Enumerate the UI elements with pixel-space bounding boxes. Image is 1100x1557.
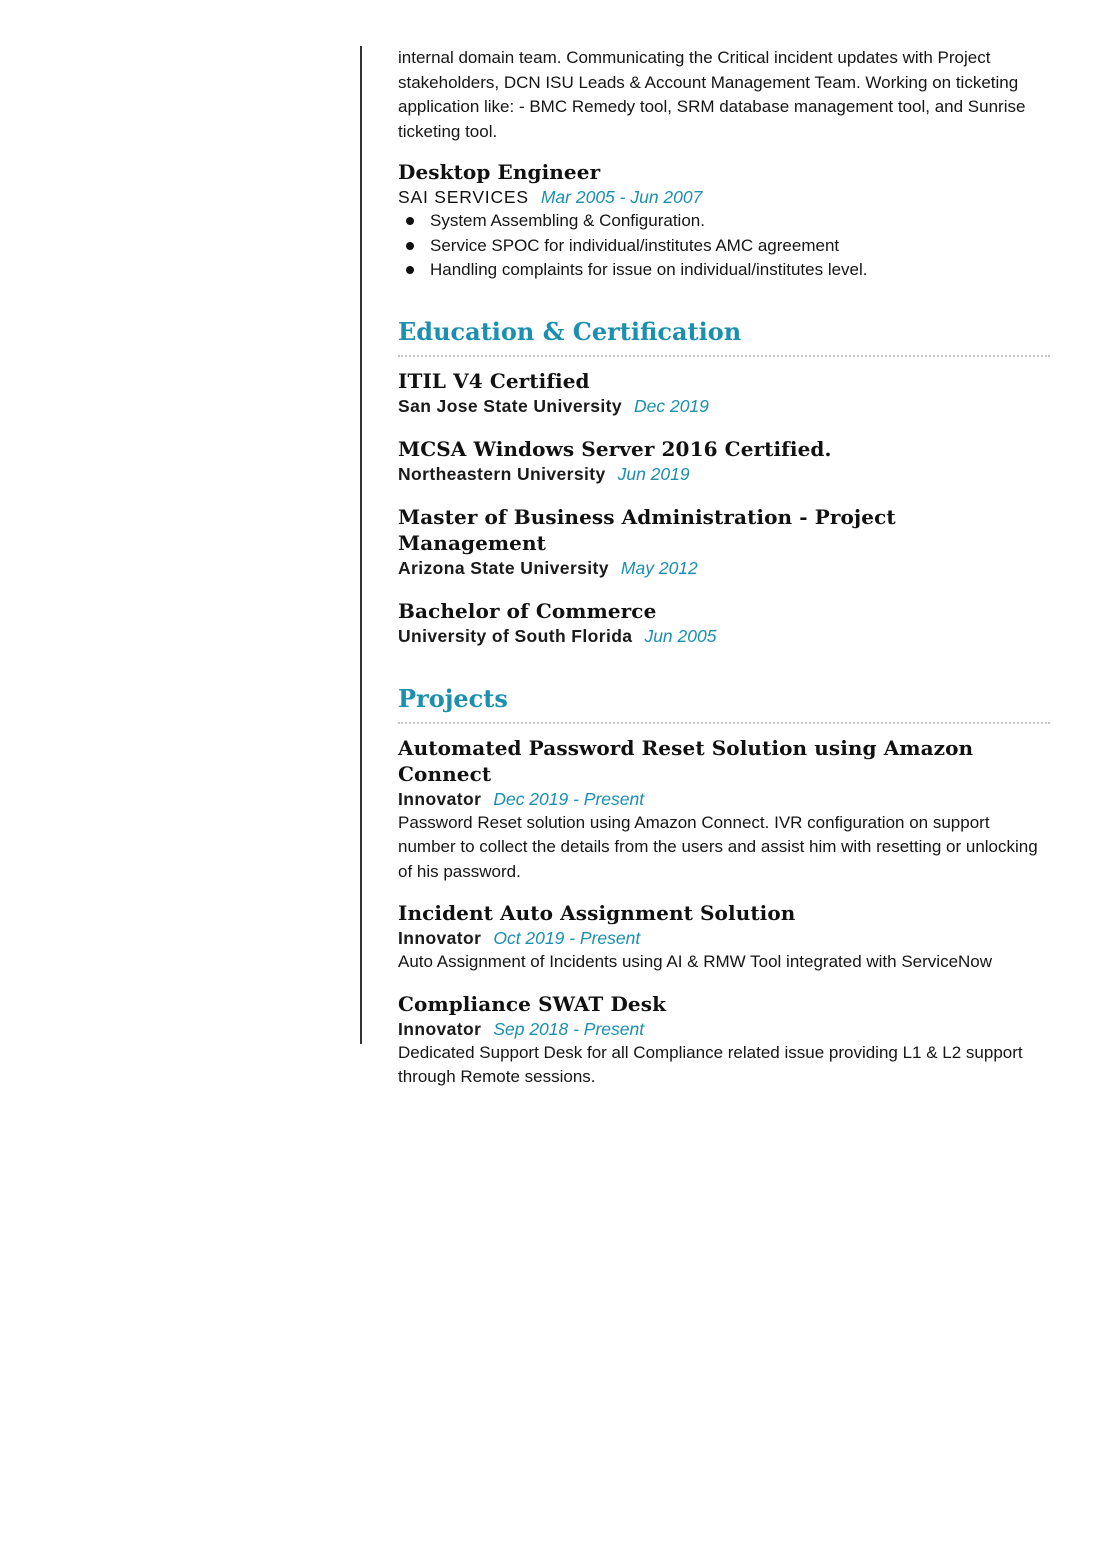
- job-title: Desktop Engineer: [398, 160, 601, 184]
- project-meta: [398, 926, 1050, 950]
- education-item: [398, 436, 1050, 486]
- project-dates: Oct 2019 - Present: [493, 928, 641, 948]
- projects-section: [398, 684, 1050, 1090]
- project-meta: [398, 1017, 1050, 1041]
- education-date: Dec 2019: [633, 395, 709, 416]
- project-description: Auto Assignment of Incidents using AI & RMW Tool integrated with ServiceNow: [398, 952, 993, 971]
- company-name: SAI SERVICES: [398, 187, 529, 207]
- main-column: [398, 46, 1050, 1090]
- education-title: Bachelor of Commerce: [398, 598, 657, 623]
- job-meta: [398, 185, 1050, 209]
- project-title: Automated Password Reset Solution using Amazon Connect: [398, 735, 974, 786]
- list-item: Handling complaints for issue on individual/institutes level.: [398, 258, 1050, 283]
- bullet-dot-icon: [406, 266, 414, 274]
- education-title: MCSA Windows Server 2016 Certified.: [398, 436, 832, 461]
- project-description: Dedicated Support Desk for all Compliance related issue providing L1 & L2 support through Remote sessions.: [398, 1042, 1023, 1086]
- project-role: Innovator: [398, 928, 482, 948]
- project-dates: Dec 2019 - Present: [493, 788, 645, 809]
- project-meta: [398, 787, 1050, 811]
- bullet-dot-icon: [406, 242, 414, 250]
- project-role: Innovator: [398, 1018, 482, 1039]
- project-title: Incident Auto Assignment Solution: [398, 901, 796, 925]
- project-item: [398, 735, 1050, 885]
- project-item: [398, 991, 1050, 1090]
- education-date: May 2012: [620, 557, 698, 578]
- experience-continuation-text: internal domain team. Communicating the Critical incident updates with Project stakeholders, DCN ISU Leads & Account Management Team. Working on ticketing application like: - BMC Remedy tool, SRM database management tool, and Sunrise ticketing tool.: [398, 48, 1026, 141]
- education-meta: [398, 394, 1050, 418]
- section-heading-education: Education & Certification: [398, 317, 1050, 357]
- education-date: Jun 2005: [644, 625, 717, 646]
- institution-name: Arizona State University: [398, 557, 609, 578]
- education-meta: [398, 556, 1050, 580]
- project-dates: Sep 2018 - Present: [493, 1018, 645, 1039]
- project-description: Password Reset solution using Amazon Connect. IVR configuration on support number to collect the details from the users and assist him with resetting or unlocking of his password.: [398, 812, 1038, 881]
- column-divider: [360, 46, 362, 1044]
- project-role: Innovator: [398, 788, 482, 809]
- institution-name: San Jose State University: [398, 395, 622, 416]
- education-title: Master of Business Administration - Project Management: [398, 504, 896, 555]
- education-item: [398, 504, 1050, 580]
- education-meta: [398, 462, 1050, 486]
- education-title: ITIL V4 Certified: [398, 368, 590, 393]
- project-item: [398, 900, 1050, 975]
- education-date: Jun 2019: [617, 463, 690, 484]
- education-meta: [398, 624, 1050, 648]
- education-item: [398, 598, 1050, 648]
- job-bullets: [398, 209, 1050, 283]
- education-section: [398, 317, 1050, 648]
- project-title: Compliance SWAT Desk: [398, 991, 667, 1016]
- education-item: [398, 368, 1050, 418]
- institution-name: University of South Florida: [398, 625, 633, 646]
- list-item: Service SPOC for individual/institutes AMC agreement: [398, 234, 1050, 259]
- job-dates: Mar 2005 - Jun 2007: [540, 187, 703, 207]
- list-item: System Assembling & Configuration.: [398, 209, 1050, 234]
- job-entry-desktop-engineer: [398, 159, 1050, 283]
- institution-name: Northeastern University: [398, 463, 606, 484]
- bullet-dot-icon: [406, 217, 414, 225]
- section-heading-projects: Projects: [398, 684, 1050, 724]
